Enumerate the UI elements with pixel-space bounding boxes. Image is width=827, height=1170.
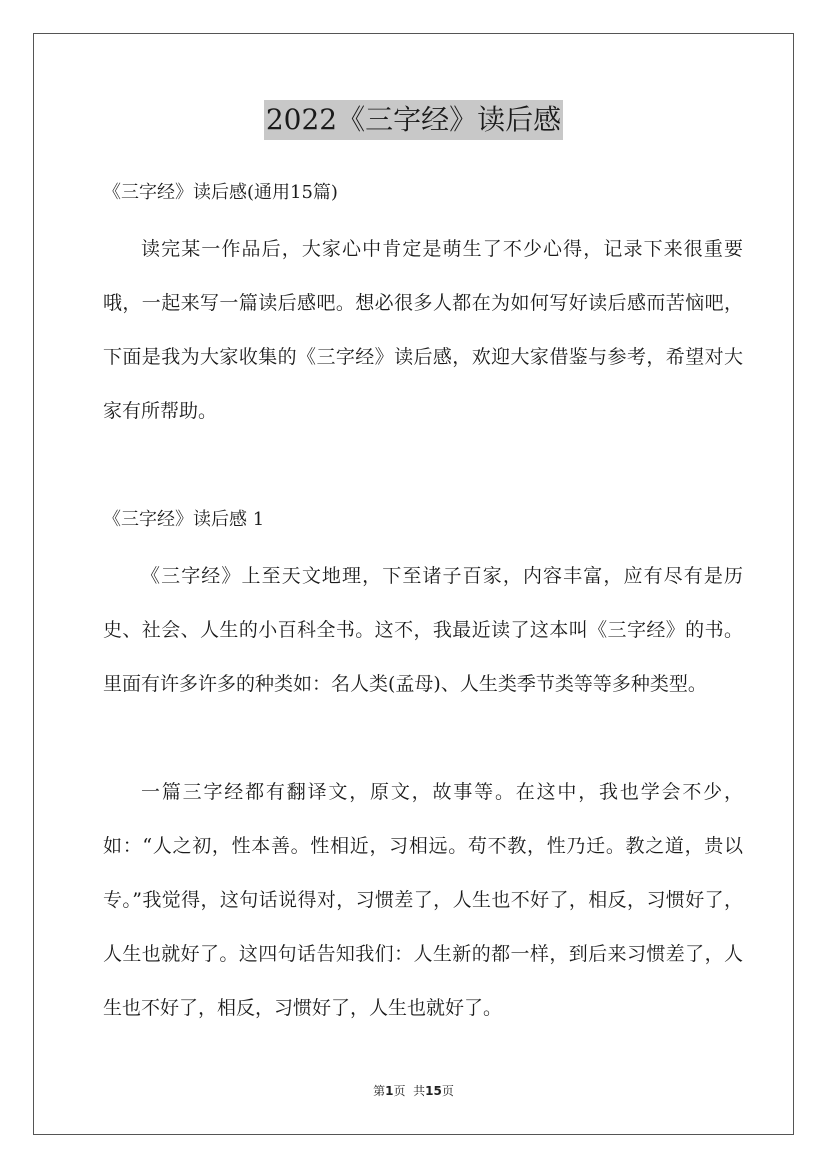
page-number: 1: [385, 1084, 394, 1098]
total-prefix: 共: [413, 1084, 426, 1098]
document-subtitle: 《三字经》读后感(通用15篇): [103, 182, 338, 203]
intro-paragraph: 读完某一作品后，大家心中肯定是萌生了不少心得，记录下来很重要哦，一起来写一篇读后感吧。想必很多人都在为如何写好读后感而苦恼吧，下面是我为大家收集的《三字经》读后感，欢迎大家借鉴与参考，希望对大家有所帮助。: [103, 238, 743, 422]
total-suffix: 页: [441, 1084, 454, 1098]
page-prefix: 第: [373, 1084, 386, 1098]
body-paragraph-1: 《三字经》上至天文地理，下至诸子百家，内容丰富，应有尽有是历史、社会、人生的小百科全书。这不，我最近读了这本叫《三字经》的书。里面有许多许多的种类如：名人类(孟母)、人生类季节类等等多种类型。: [103, 565, 743, 695]
document-title-wrapper: [0, 100, 827, 140]
total-pages: 15: [425, 1084, 442, 1098]
document-title: 2022《三字经》读后感: [264, 100, 563, 140]
section-heading: 《三字经》读后感 1: [103, 509, 265, 530]
page-footer: [0, 1082, 827, 1099]
body-paragraph-2: 一篇三字经都有翻译文，原文，故事等。在这中，我也学会不少，如：“人之初，性本善。性相近，习相远。苟不教，性乃迁。教之道，贵以专。”我觉得，这句话说得对，习惯差了，人生也不好了，相反，习惯好了，人生也就好了。这四句话告知我们：人生新的都一样，到后来习惯差了，人生也不好了，相反，习惯好了，人生也就好了。: [103, 781, 743, 1019]
page-suffix: 页: [393, 1084, 406, 1098]
